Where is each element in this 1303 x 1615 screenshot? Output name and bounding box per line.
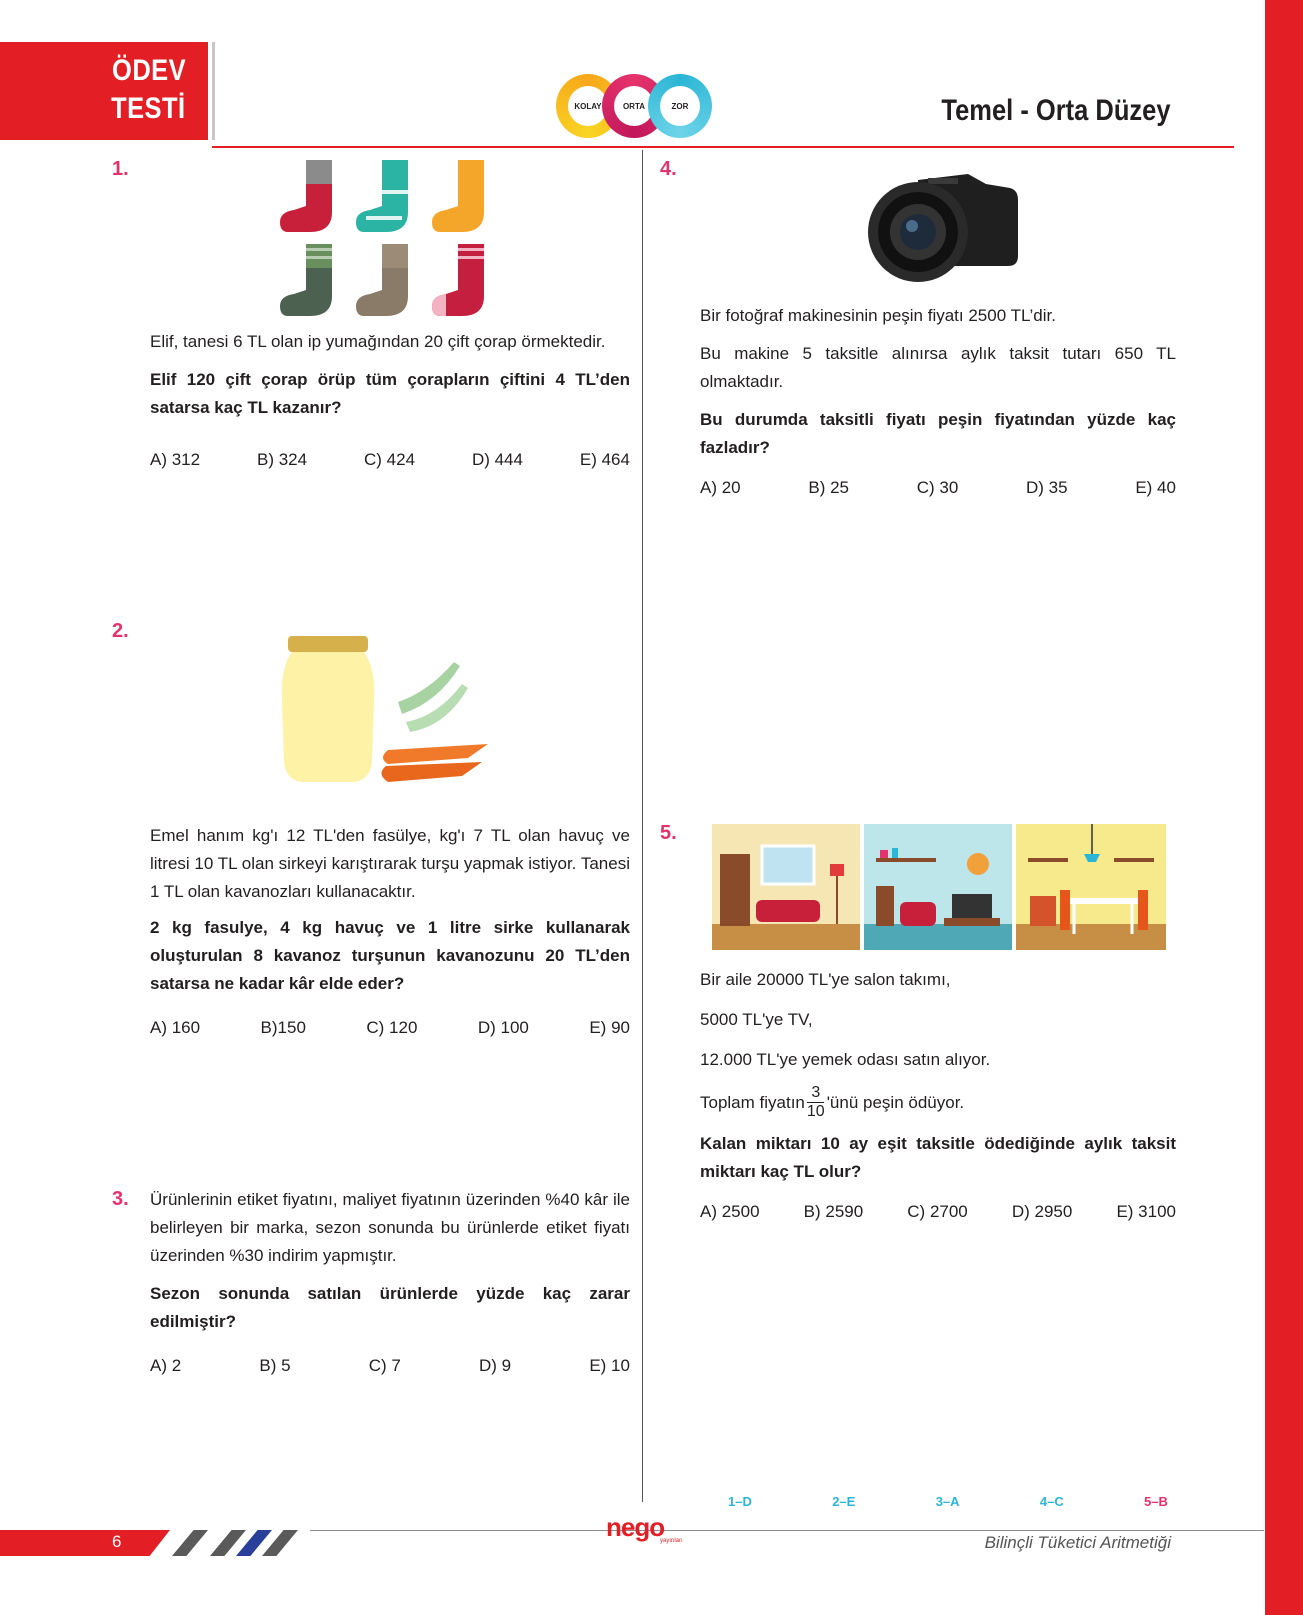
option-b[interactable]: B) 2590 — [803, 1202, 864, 1221]
option-a[interactable]: A) 2 — [150, 1356, 182, 1375]
question-5-prompt: Kalan miktarı 10 ay eşit taksitle ödediğinde aylık taksit miktarı kaç TL olur? — [700, 1134, 1176, 1181]
option-c[interactable]: C) 30 — [916, 478, 959, 497]
question-3-options — [150, 1356, 630, 1376]
socks-image — [280, 156, 500, 324]
question-2-number: 2. — [112, 620, 129, 642]
question-5-number: 5. — [660, 822, 677, 844]
question-5-line-1: Bir aile 20000 TL'ye salon takımı, — [700, 970, 951, 989]
fraction-denominator: 10 — [806, 1103, 825, 1120]
option-b[interactable]: B)150 — [260, 1018, 306, 1037]
answer-key-item: 3–A — [935, 1494, 960, 1509]
question-5-line-2: 5000 TL'ye TV, — [700, 1010, 813, 1029]
question-2-options — [150, 1018, 630, 1038]
option-d[interactable]: D) 9 — [479, 1356, 512, 1375]
option-c[interactable]: C) 120 — [366, 1018, 418, 1037]
question-3-prompt: Sezon sonunda satılan ürünlerde yüzde kaç zarar edilmiştir? — [150, 1284, 630, 1331]
badge-line-1: ÖDEV — [112, 54, 186, 87]
difficulty-hard-label: ZOR — [660, 86, 700, 126]
answer-key-item: 4–C — [1039, 1494, 1064, 1509]
question-1-text: Elif, tanesi 6 TL olan ip yumağından 20 çift çorap örmektedir. — [150, 332, 606, 351]
option-b[interactable]: B) 5 — [259, 1356, 291, 1375]
option-b[interactable]: B) 324 — [257, 450, 308, 469]
option-c[interactable]: C) 2700 — [907, 1202, 968, 1221]
option-a[interactable]: A) 20 — [700, 478, 741, 497]
answer-key-item: 2–E — [832, 1494, 856, 1509]
option-a[interactable]: A) 312 — [150, 450, 201, 469]
question-3-number: 3. — [112, 1188, 129, 1210]
question-4-prompt: Bu durumda taksitli fiyatı peşin fiyatından yüzde kaç fazladır? — [700, 410, 1176, 457]
question-1-prompt: Elif 120 çift çorap örüp tüm çorapların çiftini 4 TL’den satarsa kaç TL kazanır? — [150, 370, 630, 417]
option-d[interactable]: D) 2950 — [1011, 1202, 1073, 1221]
footer-stripe — [172, 1530, 208, 1556]
option-b[interactable]: B) 25 — [808, 478, 849, 497]
question-2-prompt: 2 kg fasulye, 4 kg havuç ve 1 litre sirke kullanarak oluşturulan 8 kavanoz turşunun kavanozunu 20 TL’den satarsa ne kadar kâr elde eder? — [150, 918, 630, 993]
right-edge-bar — [1265, 0, 1303, 1615]
question-2-text: Emel hanım kg'ı 12 TL'den fasülye, kg'ı 7 TL olan havuç ve litresi 10 TL olan sirkeyi karıştırarak turşu yapmak istiyor. Tanesi 1 TL olan kavanozları kullanacaktır. — [150, 826, 630, 901]
question-1-options — [150, 450, 630, 470]
fraction-lead-text: Toplam fiyatın — [700, 1092, 805, 1112]
option-e[interactable]: E) 464 — [579, 450, 630, 469]
header-rule — [212, 146, 1234, 148]
rooms-image — [712, 824, 1166, 950]
fraction-trail-text: 'ünü peşin ödüyor. — [826, 1092, 965, 1112]
option-d[interactable]: D) 100 — [477, 1018, 529, 1037]
option-e[interactable]: E) 3100 — [1116, 1202, 1176, 1221]
fraction — [807, 1084, 825, 1121]
publisher-logo-sub: yayınları — [660, 1538, 683, 1544]
option-e[interactable]: E) 90 — [589, 1018, 630, 1037]
book-title: Bilinçli Tüketici Aritmetiği — [984, 1533, 1171, 1552]
option-e[interactable]: E) 40 — [1135, 478, 1176, 497]
question-3-text: Ürünlerinin etiket fiyatını, maliyet fiyatının üzerinden %40 kâr ile belirleyen bir marka, sezon sonunda bu ürünlerde etiket fiyatı üzerinden %30 indirim yapmıştır. — [150, 1190, 630, 1265]
difficulty-easy-label: KOLAY — [568, 86, 608, 126]
homework-test-badge — [0, 42, 212, 140]
camera-image — [858, 170, 1018, 284]
badge-line-2: TESTİ — [111, 92, 186, 125]
difficulty-indicator — [556, 72, 726, 140]
option-e[interactable]: E) 10 — [589, 1356, 630, 1375]
question-4-text-1: Bir fotoğraf makinesinin peşin fiyatı 2500 TL’dir. — [700, 306, 1056, 325]
answer-key — [728, 1494, 1168, 1509]
option-c[interactable]: C) 7 — [368, 1356, 401, 1375]
question-4-number: 4. — [660, 158, 677, 180]
option-c[interactable]: C) 424 — [364, 450, 416, 469]
question-5-line-3: 12.000 TL'ye yemek odası satın alıyor. — [700, 1050, 991, 1069]
question-4-text-2: Bu makine 5 taksitle alınırsa aylık taksit tutarı 650 TL olmaktadır. — [700, 344, 1176, 391]
option-d[interactable]: D) 444 — [471, 450, 523, 469]
level-title: Temel - Orta Düzey — [941, 94, 1171, 127]
difficulty-hard — [648, 74, 712, 138]
difficulty-medium-label: ORTA — [614, 86, 654, 126]
fraction-numerator: 3 — [807, 1084, 824, 1103]
publisher-logo: nego — [606, 1512, 665, 1542]
jar-and-vegetables-image — [278, 632, 508, 792]
column-divider — [642, 150, 643, 1502]
footer-rule — [310, 1530, 1264, 1531]
page-number: 6 — [112, 1532, 122, 1551]
option-d[interactable]: D) 35 — [1026, 478, 1068, 497]
question-5-line-4 — [700, 1084, 1176, 1121]
answer-key-item: 1–D — [728, 1494, 752, 1509]
question-4-options — [700, 478, 1176, 498]
footer-red-tab — [0, 1530, 170, 1556]
option-a[interactable]: A) 160 — [150, 1018, 201, 1037]
option-a[interactable]: A) 2500 — [700, 1202, 760, 1221]
question-1-number: 1. — [112, 158, 129, 180]
question-5-options — [700, 1202, 1176, 1222]
answer-key-item: 5–B — [1144, 1494, 1168, 1509]
